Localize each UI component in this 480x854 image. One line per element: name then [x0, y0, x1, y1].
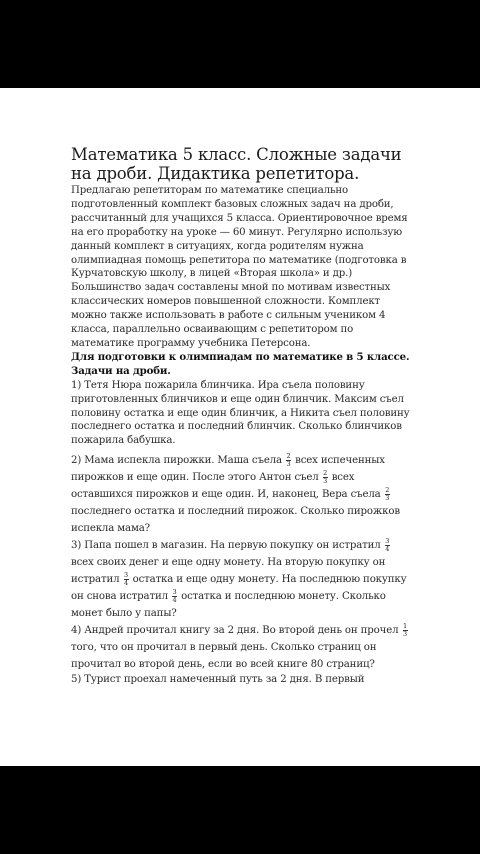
document-title: Математика 5 класс. Сложные задачи на дроби. Дидактика репетитора. — [71, 145, 402, 183]
fraction-num: 3 — [385, 537, 390, 546]
task-4-part-a: 4) Андрей прочитал книгу за 2 дня. Во второй день он прочел — [71, 625, 399, 637]
fraction-den: 3 — [403, 629, 408, 638]
document-content — [71, 145, 413, 687]
fraction-two-thirds — [323, 470, 328, 484]
task-2 — [71, 452, 413, 537]
fraction-den: 3 — [323, 476, 328, 485]
fraction-num: 2 — [323, 469, 328, 478]
task-3-part-a: 3) Папа пошел в магазин. На первую покупку он истратил — [71, 540, 381, 552]
fraction-den: 4 — [385, 544, 390, 553]
fraction-num: 3 — [172, 588, 177, 597]
fraction-three-fourths — [124, 572, 129, 586]
fraction-num: 3 — [124, 571, 129, 580]
task-5: 5) Турист проехал намеченный путь за 2 дня. В первый — [71, 674, 365, 686]
fraction-three-fourths — [385, 538, 390, 552]
fraction-den: 3 — [286, 459, 291, 468]
fraction-two-thirds — [286, 453, 291, 467]
task-2-part-d: последнего остатка и последний пирожок. Сколько пирожков испекла мама? — [71, 506, 400, 535]
document-page — [0, 88, 480, 766]
task-3-part-c: остатка и еще одну монету. На последнюю покупку он снова истратил — [71, 574, 407, 603]
top-black-bar — [0, 0, 480, 88]
task-4 — [71, 622, 413, 673]
fraction-num: 2 — [385, 486, 390, 495]
task-2-part-c: всех оставшихся пирожков и еще один. И, наконец, Вера съела — [71, 472, 381, 501]
task-4-part-b: того, что он прочитал в первый день. Сколько страниц он прочитал во второй день, если во всей книге 80 страниц? — [71, 642, 377, 671]
task-3-part-d: остатка и последнюю монету. Сколько монет было у папы? — [71, 591, 386, 620]
fraction-num: 1 — [403, 622, 408, 631]
fraction-one-third — [403, 623, 408, 637]
fraction-den: 4 — [172, 595, 177, 604]
fraction-den: 3 — [385, 493, 390, 502]
fraction-num: 2 — [286, 452, 291, 461]
task-2-part-b: всех испеченных пирожков и еще один. После этого Антон съел — [71, 455, 385, 484]
intro-paragraph: Предлагаю репетиторам по математике специально подготовленный комплект базовых сложных задач на дроби, рассчитанный для учащихся 5 класса. Ориентировочное время на его проработку на уроке — 60 минут. Регулярно использую данный комплект в ситуациях, когда родителям нужна олимпиадная помощь репетитора по математике (подготовка в Курчатовскую школу, в лицей «Вторая школа» и др.) Большинство задач составлены мной по мотивам известных классических номеров повышенной сложности. Комплект можно также использовать в работе с сильным учеником 4 класса, параллельно осваивающим с репетитором по математике программу учебника Петерсона. — [71, 185, 408, 349]
fraction-two-thirds — [385, 487, 390, 501]
task-3 — [71, 537, 413, 622]
task-2-part-a: 2) Мама испекла пирожки. Маша съела — [71, 455, 282, 467]
task-3-part-b: всех своих денег и еще одну монету. На вторую покупку он истратил — [71, 557, 386, 586]
fraction-den: 4 — [124, 578, 129, 587]
fraction-three-fourths — [172, 589, 177, 603]
section-subtitle: Для подготовки к олимпиадам по математике в 5 классе. Задачи на дроби. — [71, 350, 410, 377]
bottom-black-bar — [0, 766, 480, 854]
task-1: 1) Тетя Нюра пожарила блинчика. Ира съела половину приготовленных блинчиков и еще один блинчик. Максим съел половину остатка и еще один блинчик, а Никита съел половину последнего остатка и последний блинчик. Сколько блинчиков пожарила бабушка. — [71, 379, 410, 447]
